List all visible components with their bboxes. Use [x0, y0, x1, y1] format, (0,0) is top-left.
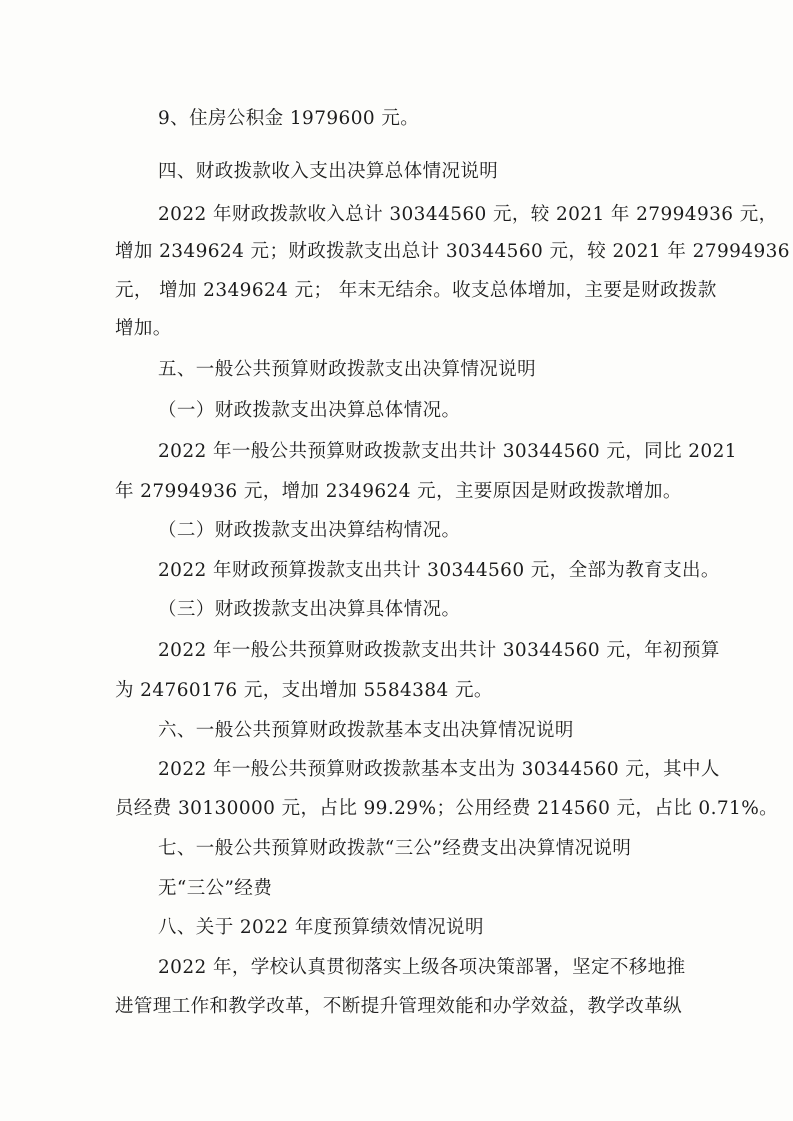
item-housing-fund: 9、住房公积金 1979600 元。 — [158, 108, 420, 129]
paragraph-line: 2022 年，学校认真贯彻落实上级各项决策部署，坚定不移地推 — [158, 957, 686, 978]
section-heading-8: 八、关于 2022 年度预算绩效情况说明 — [158, 917, 484, 938]
paragraph-line: 进管理工作和教学改革，不断提升管理效能和办学效益，教学改革纵 — [115, 996, 683, 1017]
paragraph-line: 增加 2349624 元；财政拨款支出总计 30344560 元，较 2021 年 27994936 — [115, 241, 790, 262]
paragraph-line: 2022 年一般公共预算财政拨款基本支出为 30344560 元，其中人 — [158, 759, 720, 780]
subsection-heading-1: （一）财政拨款支出决算总体情况。 — [158, 400, 461, 421]
paragraph-line: 2022 年一般公共预算财政拨款支出共计 30344560 元，同比 2021 — [158, 441, 737, 462]
section-heading-5: 五、一般公共预算财政拨款支出决算情况说明 — [158, 359, 537, 380]
paragraph-line: 2022 年财政预算拨款支出共计 30344560 元，全部为教育支出。 — [158, 560, 720, 581]
subsection-heading-3: （三）财政拨款支出决算具体情况。 — [158, 599, 461, 620]
section-heading-6: 六、一般公共预算财政拨款基本支出决算情况说明 — [158, 720, 574, 741]
paragraph-line: 元， 增加 2349624 元； 年末无结余。收支总体增加，主要是财政拨款 — [115, 280, 717, 301]
subsection-heading-2: （二）财政拨款支出决算结构情况。 — [158, 520, 461, 541]
paragraph-line: 2022 年一般公共预算财政拨款支出共计 30344560 元，年初预算 — [158, 640, 720, 661]
section-heading-4: 四、财政拨款收入支出决算总体情况说明 — [158, 161, 499, 182]
paragraph-line: 增加。 — [115, 318, 172, 339]
paragraph-line: 年 27994936 元，增加 2349624 元，主要原因是财政拨款增加。 — [115, 481, 682, 502]
paragraph-line: 无“三公”经费 — [158, 878, 273, 899]
paragraph-line: 员经费 30130000 元，占比 99.29%；公用经费 214560 元，占比 0.71%。 — [115, 798, 779, 819]
section-heading-7: 七、一般公共预算财政拨款“三公”经费支出决算情况说明 — [158, 838, 632, 859]
paragraph-line: 2022 年财政拨款收入总计 30344560 元，较 2021 年 27994936 元， — [158, 204, 778, 225]
paragraph-line: 为 24760176 元，支出增加 5584384 元。 — [115, 680, 493, 701]
